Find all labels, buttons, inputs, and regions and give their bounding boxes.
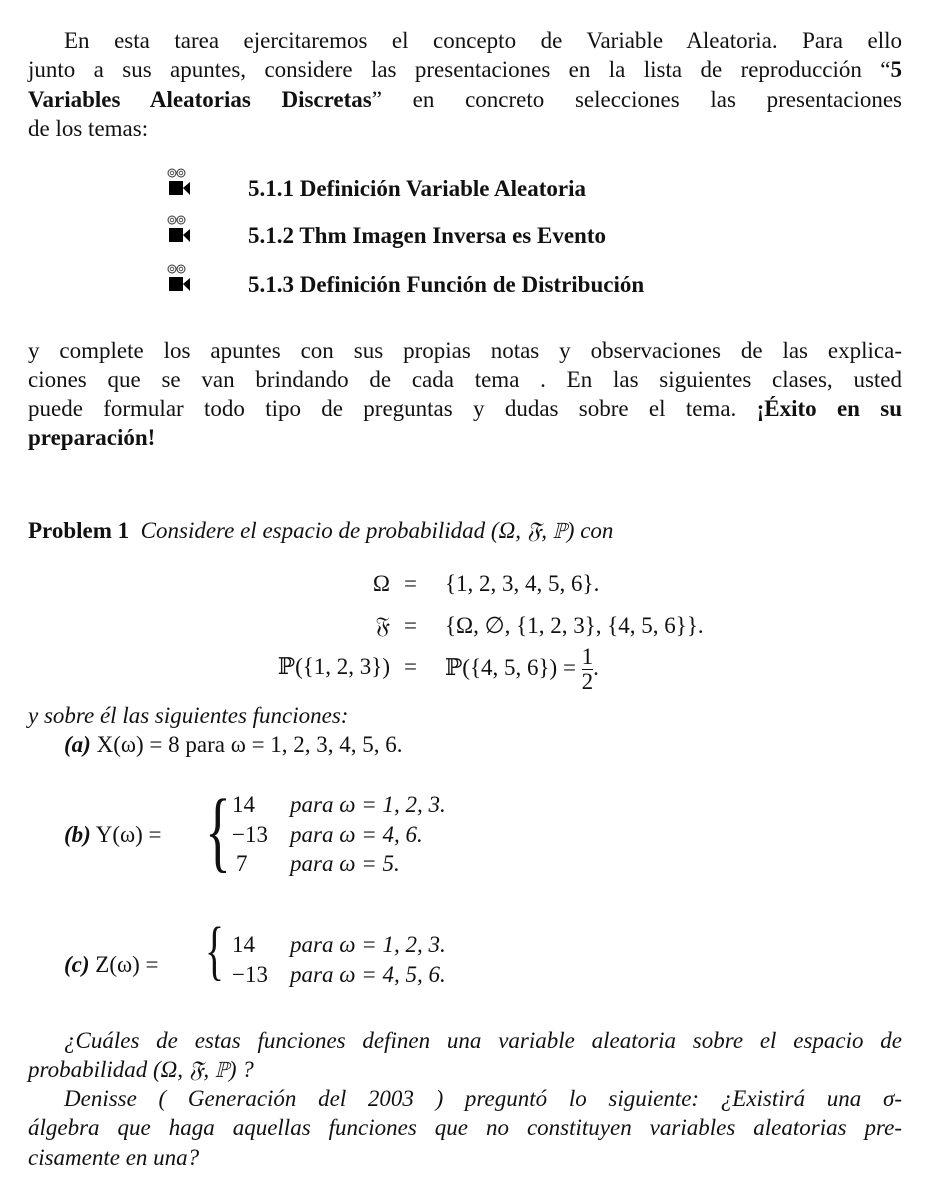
outro-line: y complete los apuntes con sus propias notas y observaciones de las explica- <box>28 338 902 363</box>
case-value: 14 <box>232 792 255 817</box>
case-condition: para ω = 4, 5, 6. <box>290 962 446 987</box>
eq-rhs: {Ω, ∅, {1, 2, 3}, {4, 5, 6}}. <box>445 613 704 638</box>
case-value: 14 <box>232 932 255 957</box>
function-a <box>64 730 938 759</box>
eq-rel: = <box>404 571 417 596</box>
item-label: (c) <box>64 952 90 977</box>
functions-intro: y sobre él las siguientes funciones: <box>28 703 349 728</box>
case-condition: para ω = 1, 2, 3. <box>290 932 446 957</box>
eq-lhs: Ω <box>372 571 390 596</box>
video-title[interactable]: 5.1.3 Definición Función de Distribución <box>248 272 645 297</box>
case-condition: para ω = 1, 2, 3. <box>290 792 446 817</box>
text: junto a sus apuntes, considere las presentaciones en la lista de reproducción “ <box>28 57 891 82</box>
question-line: probabilidad (Ω, 𝔉, ℙ) ? <box>28 1057 254 1082</box>
video-camera-icon[interactable] <box>166 264 206 304</box>
problem-label: Problem 1 <box>28 518 130 543</box>
case-value: 7 <box>236 851 248 876</box>
eq-lhs: 𝔉 <box>375 613 390 638</box>
case-value: −13 <box>232 822 268 847</box>
outro-line <box>28 394 902 423</box>
problem-header <box>28 516 902 545</box>
question-line: álgebra que haga aquellas funciones que no constituyen variables aleatorias pre- <box>28 1115 902 1140</box>
video-camera-icon[interactable] <box>166 168 206 208</box>
playlist-name-part: 5 <box>890 57 902 82</box>
playlist-name[interactable]: Variables Aleatorias Discretas <box>28 87 372 112</box>
case-condition: para ω = 5. <box>290 851 400 876</box>
text: ℙ({4, 5, 6}) = <box>445 655 576 680</box>
question-line: cisamente en una? <box>28 1145 200 1170</box>
text: Z(ω) = <box>95 952 159 977</box>
text: ” en concreto selecciones las presentaciones <box>371 87 903 112</box>
question-line: ¿Cuáles de estas funciones definen una variable aleatoria sobre el espacio de <box>64 1028 902 1053</box>
item-label: (a) <box>64 732 91 757</box>
text: puede formular todo tipo de preguntas y dudas sobre el tema. <box>28 396 737 421</box>
text: . <box>593 655 599 680</box>
problem-statement: Considere el espacio de probabilidad (Ω, 𝔉, ℙ) con <box>140 518 614 543</box>
numerator: 1 <box>581 644 594 670</box>
eq-rel: = <box>404 654 417 679</box>
function-c <box>64 952 159 978</box>
function-b <box>64 822 162 848</box>
brace: { <box>205 782 231 881</box>
video-title[interactable]: 5.1.1 Definición Variable Aleatoria <box>248 176 586 201</box>
text: X(ω) = 8 para ω = 1, 2, 3, 4, 5, 6. <box>96 732 403 757</box>
brace: { <box>205 914 225 987</box>
case-condition: para ω = 4, 6. <box>290 822 423 847</box>
text: ¡Éxito en su <box>756 396 903 421</box>
video-title[interactable]: 5.1.2 Thm Imagen Inversa es Evento <box>248 223 607 248</box>
intro-line <box>28 55 902 84</box>
intro-line <box>28 85 902 114</box>
intro-line: de los temas: <box>28 116 149 141</box>
outro-line: preparación! <box>28 425 156 450</box>
case-value: −13 <box>232 962 268 987</box>
question-line: Denisse ( Generación del 2003 ) preguntó lo siguiente: ¿Existirá una σ- <box>64 1086 902 1111</box>
video-camera-icon[interactable] <box>166 215 206 255</box>
denominator: 2 <box>581 669 594 695</box>
fraction <box>582 645 594 694</box>
eq-rel: = <box>404 613 417 638</box>
eq-rhs: {1, 2, 3, 4, 5, 6}. <box>445 571 600 596</box>
eq-rhs <box>445 638 599 698</box>
eq-lhs: ℙ({1, 2, 3}) <box>277 654 390 679</box>
item-label: (b) <box>64 822 91 847</box>
intro-line: En esta tarea ejercitaremos el concepto de Variable Aleatoria. Para ello <box>64 28 902 53</box>
text: Y(ω) = <box>95 822 162 847</box>
outro-line: ciones que se van brindando de cada tema . En las siguientes clases, usted <box>28 367 902 392</box>
